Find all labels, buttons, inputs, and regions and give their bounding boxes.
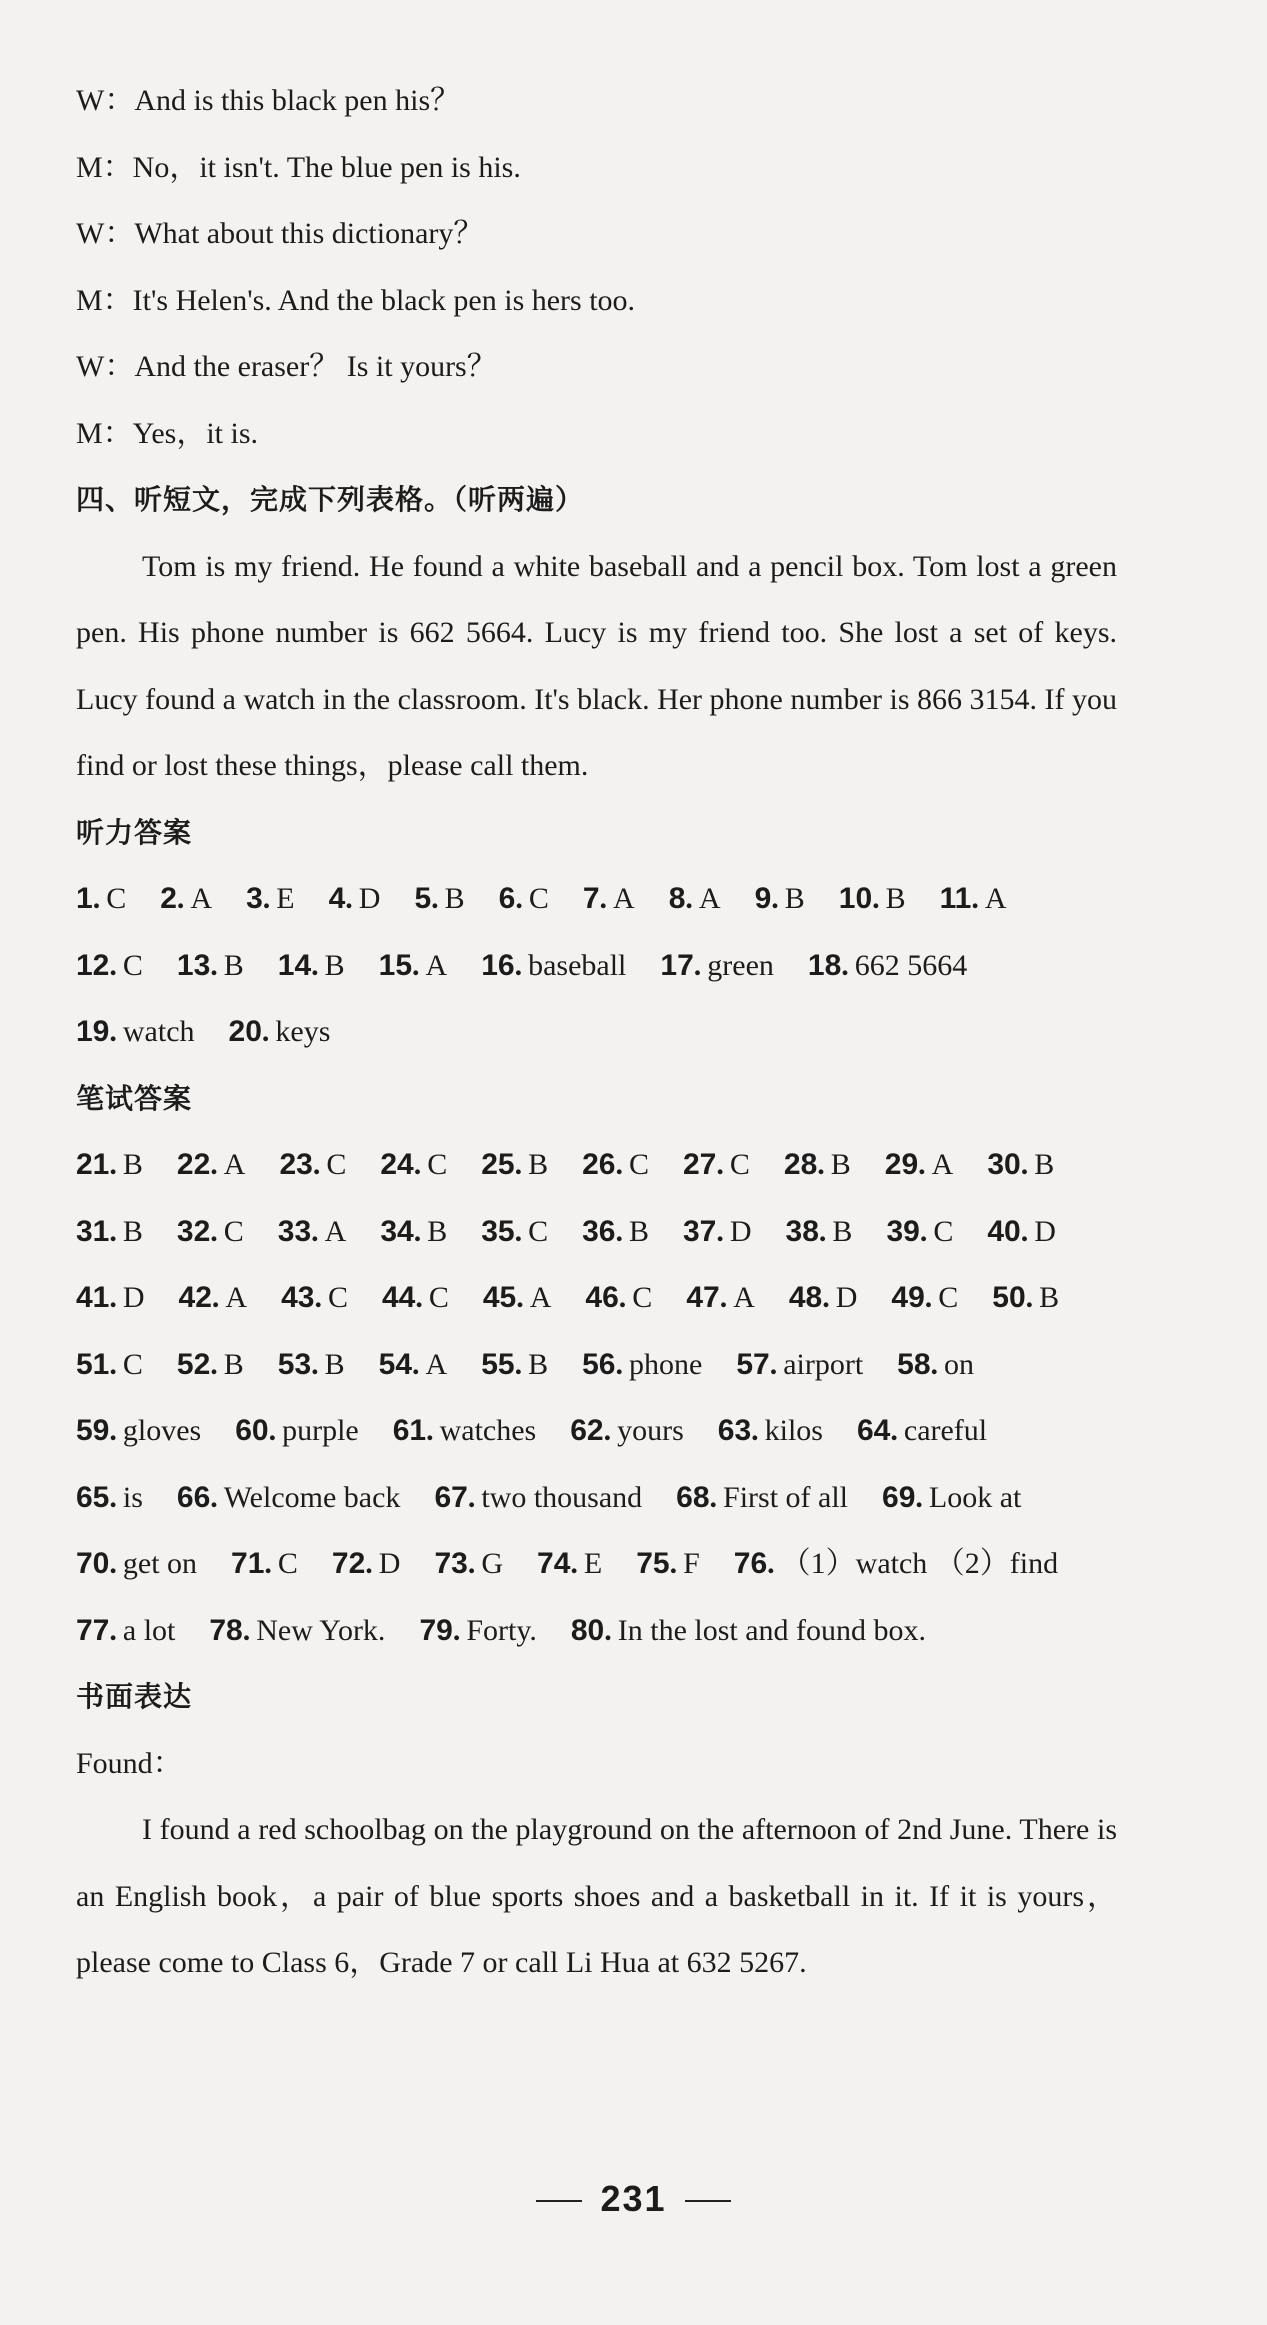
- answer-value: purple: [282, 1414, 359, 1447]
- answer-item: 50. B: [992, 1281, 1060, 1314]
- answer-number: 6: [498, 882, 516, 915]
- answer-number: 57: [736, 1347, 770, 1381]
- answer-number: 68: [676, 1480, 710, 1514]
- answer-value: C: [122, 948, 143, 982]
- answer-value: A: [733, 1281, 755, 1314]
- answer-number: 43: [281, 1281, 315, 1314]
- answer-item: 56. phone: [582, 1347, 703, 1381]
- answer-number: 48: [788, 1281, 823, 1314]
- answer-item: 60. purple: [235, 1414, 359, 1447]
- answer-value: 662 5664: [854, 948, 968, 982]
- answer-item: 38. B: [785, 1214, 853, 1248]
- answer-value: on: [944, 1347, 975, 1381]
- answer-item: 47. A: [686, 1281, 755, 1314]
- answer-value: B: [324, 1347, 345, 1381]
- answer-item: 39. C: [886, 1214, 954, 1248]
- answer-number: 78: [209, 1613, 243, 1647]
- answer-value: C: [428, 1281, 449, 1314]
- answer-item: 52. B: [176, 1347, 244, 1381]
- answer-item: 78. New York.: [209, 1613, 386, 1647]
- answer-number: 44: [381, 1281, 416, 1314]
- answer-number: 73: [434, 1547, 468, 1580]
- answer-number: 47: [686, 1281, 720, 1314]
- written-answers-title: 笔试答案: [76, 1081, 193, 1115]
- answer-item: 51. C: [76, 1347, 143, 1381]
- answer-number: 14: [277, 948, 312, 982]
- answer-item: 41. D: [76, 1281, 145, 1314]
- answer-number: 37: [683, 1214, 717, 1248]
- answer-item: 30. B: [987, 1148, 1055, 1181]
- answer-number: 36: [582, 1214, 616, 1248]
- answer-value: C: [528, 882, 549, 915]
- answer-number: 46: [585, 1281, 619, 1314]
- answer-value: kilos: [764, 1414, 823, 1447]
- answer-number: 1: [76, 882, 93, 915]
- answer-value: B: [122, 1214, 143, 1248]
- answer-item: 7. A: [582, 882, 635, 915]
- answer-number: 33: [277, 1214, 312, 1248]
- answer-number: 35: [481, 1214, 515, 1248]
- page-number-value: 231: [600, 2178, 667, 2219]
- answer-value: C: [223, 1214, 244, 1248]
- answer-number: 4: [328, 882, 346, 915]
- answer-number: 34: [380, 1214, 414, 1248]
- answer-number: 32: [176, 1214, 211, 1248]
- answer-number: 13: [176, 948, 211, 982]
- answer-item: 16. baseball: [481, 948, 627, 982]
- answer-number: 52: [176, 1347, 211, 1381]
- answer-number: 16: [481, 948, 515, 982]
- answer-number: 63: [717, 1414, 752, 1447]
- answer-item: 70. get on: [76, 1547, 198, 1580]
- answer-item: 5. B: [414, 882, 465, 915]
- answer-item: 45. A: [482, 1281, 552, 1314]
- answer-item: 65. is: [76, 1480, 143, 1514]
- answer-number: 38: [785, 1214, 819, 1248]
- answer-value: C: [277, 1547, 298, 1580]
- answer-number: 49: [891, 1281, 925, 1314]
- answer-number: 79: [419, 1613, 453, 1647]
- answer-value: B: [830, 1148, 851, 1181]
- answer-item: 75. F: [636, 1547, 700, 1580]
- answer-value: E: [276, 882, 295, 915]
- answer-item: 28. B: [783, 1148, 851, 1181]
- answer-item: 74. E: [537, 1547, 603, 1580]
- answer-item: 8. A: [668, 882, 721, 915]
- answer-item: 57. airport: [736, 1347, 864, 1381]
- answer-value: Welcome back: [223, 1480, 401, 1514]
- answer-value: C: [632, 1281, 653, 1314]
- answer-item: 34. B: [380, 1214, 448, 1248]
- answer-number: 7: [582, 882, 600, 915]
- answer-value: C: [628, 1148, 649, 1181]
- answer-value: A: [613, 882, 635, 915]
- answer-item: 40. D: [987, 1214, 1056, 1248]
- answer-item: 22. A: [176, 1148, 246, 1181]
- answer-number: 70: [76, 1547, 110, 1580]
- answer-item: 49. C: [891, 1281, 959, 1314]
- answer-value: watch: [122, 1015, 195, 1048]
- answer-item: 27. C: [683, 1148, 750, 1181]
- writing-label: Found：: [76, 1746, 183, 1780]
- answer-item: 4. D: [328, 882, 381, 915]
- answer-item: 62. yours: [570, 1414, 684, 1447]
- answer-number: 71: [231, 1547, 265, 1580]
- answer-value: gloves: [122, 1414, 202, 1447]
- answer-number: 5: [414, 882, 432, 915]
- answer-value: B: [324, 948, 345, 982]
- answer-item: 10. B: [838, 882, 906, 915]
- answer-item: 31. B: [76, 1214, 143, 1248]
- answer-value: B: [784, 882, 805, 915]
- answer-value: B: [1039, 1281, 1060, 1314]
- answer-value: green: [707, 948, 774, 982]
- answer-number: 45: [482, 1281, 517, 1314]
- answer-number: 27: [683, 1148, 717, 1181]
- answer-item: 59. gloves: [76, 1414, 202, 1447]
- answer-value: yours: [617, 1414, 684, 1447]
- answer-value: A: [931, 1148, 954, 1181]
- listening-answers-title: 听力答案: [76, 815, 193, 849]
- answer-number: 21: [76, 1148, 110, 1181]
- answer-value: C: [327, 1281, 348, 1314]
- answer-number: 56: [582, 1347, 616, 1381]
- answer-item: 42. A: [178, 1281, 248, 1314]
- answer-value: A: [324, 1214, 347, 1248]
- writing-title: 书面表达: [76, 1680, 193, 1713]
- answer-number: 62: [570, 1414, 604, 1447]
- answer-number: 8: [668, 882, 686, 915]
- answer-value: careful: [903, 1414, 988, 1447]
- answer-value: airport: [783, 1347, 864, 1381]
- answer-item: 67. two thousand: [434, 1480, 643, 1514]
- dialogue-line: M：No，it isn't. The blue pen is his.: [76, 150, 521, 184]
- answer-value: is: [122, 1480, 143, 1514]
- answer-item: 55. B: [481, 1347, 549, 1381]
- answer-item: 32. C: [176, 1214, 244, 1248]
- answer-number: 54: [378, 1347, 413, 1381]
- answer-value: B: [223, 1347, 244, 1381]
- dialogue-line: M：It's Helen's. And the black pen is hers too.: [76, 283, 636, 317]
- answer-value: B: [885, 882, 906, 915]
- answer-number: 26: [582, 1148, 616, 1181]
- answer-item: 73. G: [434, 1547, 504, 1580]
- listening-answers: [76, 866, 1117, 1066]
- answer-number: 22: [176, 1148, 211, 1181]
- answer-number: 58: [897, 1347, 931, 1381]
- answer-value: C: [938, 1281, 959, 1314]
- answer-item: 33. A: [277, 1214, 347, 1248]
- answer-number: 42: [178, 1281, 212, 1314]
- answer-number: 50: [992, 1281, 1026, 1314]
- answer-item: 2. A: [160, 882, 213, 915]
- answer-item: 15. A: [378, 948, 448, 982]
- answer-number: 19: [76, 1015, 110, 1048]
- answer-value: First of all: [723, 1480, 849, 1514]
- dialogue: [76, 68, 1117, 467]
- answer-value: A: [529, 1281, 552, 1314]
- answer-number: 17: [660, 948, 694, 982]
- answer-number: 11: [939, 882, 972, 915]
- answer-value: A: [223, 1148, 246, 1181]
- answer-value: get on: [122, 1547, 198, 1580]
- answer-value: two thousand: [481, 1480, 643, 1514]
- answer-item: 63. kilos: [717, 1414, 823, 1447]
- answer-value: B: [223, 948, 244, 982]
- answer-value: （1）watch （2）find: [780, 1547, 1059, 1580]
- answer-value: C: [528, 1214, 549, 1248]
- answer-item: 14. B: [277, 948, 345, 982]
- answer-number: 55: [481, 1347, 515, 1381]
- answer-value: D: [729, 1214, 752, 1248]
- answer-value: D: [358, 882, 381, 915]
- answer-item: 21. B: [76, 1148, 143, 1181]
- answer-item: 68. First of all: [676, 1480, 849, 1514]
- answer-item: 3. E: [246, 882, 295, 915]
- answer-number: 67: [434, 1480, 468, 1514]
- answer-value: A: [698, 882, 721, 915]
- answer-value: C: [933, 1214, 954, 1248]
- answer-item: 23. C: [279, 1148, 347, 1181]
- answer-number: 75: [636, 1547, 670, 1580]
- answer-value: B: [628, 1214, 649, 1248]
- answer-item: 11. A: [939, 882, 1007, 915]
- answer-item: 53. B: [277, 1347, 345, 1381]
- answer-number: 12: [76, 948, 110, 982]
- answer-value: D: [378, 1547, 401, 1580]
- answer-number: 31: [76, 1214, 110, 1248]
- answer-value: In the lost and found box.: [617, 1613, 927, 1647]
- answer-number: 15: [378, 948, 413, 982]
- dialogue-line: W：And the eraser？ Is it yours？: [76, 350, 497, 383]
- answer-number: 53: [277, 1347, 312, 1381]
- answer-value: B: [832, 1214, 853, 1248]
- written-answers: [76, 1132, 1117, 1664]
- answer-number: 72: [331, 1547, 366, 1580]
- answer-number: 18: [807, 948, 842, 982]
- answer-value: A: [984, 882, 1007, 915]
- answer-value: C: [326, 1148, 347, 1181]
- answer-number: 66: [176, 1480, 211, 1514]
- answer-number: 41: [76, 1281, 110, 1314]
- answer-value: D: [835, 1281, 858, 1314]
- answer-value: A: [190, 882, 213, 915]
- answer-item: 58. on: [897, 1347, 975, 1381]
- answer-number: 61: [392, 1414, 427, 1447]
- answer-item: 26. C: [582, 1148, 649, 1181]
- answer-value: D: [1034, 1214, 1056, 1248]
- answer-number: 24: [380, 1148, 414, 1181]
- answer-item: 61. watches: [392, 1414, 537, 1447]
- answer-number: 76: [733, 1547, 768, 1580]
- answer-item: 80. In the lost and found box.: [570, 1613, 927, 1647]
- answer-item: 19. watch: [76, 1015, 195, 1048]
- answer-item: 18. 662 5664: [807, 948, 968, 982]
- answer-value: C: [122, 1347, 143, 1381]
- answer-value: Look at: [928, 1480, 1022, 1514]
- answer-item: 12. C: [76, 948, 143, 982]
- answer-value: A: [425, 948, 448, 982]
- page-number-dash: [685, 2200, 731, 2202]
- answer-number: 20: [228, 1015, 262, 1048]
- answer-value: B: [528, 1148, 549, 1181]
- answer-item: 46. C: [585, 1281, 653, 1314]
- answer-number: 10: [838, 882, 873, 915]
- answer-value: B: [427, 1214, 448, 1248]
- answer-item: 25. B: [481, 1148, 549, 1181]
- answer-number: 9: [754, 882, 772, 915]
- answer-item: 64. careful: [857, 1414, 988, 1447]
- answer-value: watches: [439, 1414, 537, 1447]
- answer-item: 9. B: [754, 882, 805, 915]
- answer-item: 36. B: [582, 1214, 649, 1248]
- answer-value: B: [528, 1347, 549, 1381]
- answer-value: F: [683, 1547, 700, 1580]
- answer-number: 69: [882, 1480, 916, 1514]
- answer-value: baseball: [528, 948, 627, 982]
- answer-item: 69. Look at: [882, 1480, 1022, 1514]
- answer-item: 17. green: [660, 948, 774, 982]
- answer-item: 43. C: [281, 1281, 348, 1314]
- answer-value: C: [106, 882, 127, 915]
- answer-number: 29: [884, 1148, 919, 1181]
- answer-number: 77: [76, 1613, 110, 1647]
- answer-value: C: [427, 1148, 448, 1181]
- answer-item: 37. D: [683, 1214, 752, 1248]
- answer-item: 29. A: [884, 1148, 954, 1181]
- answer-item: 6. C: [498, 882, 549, 915]
- answer-value: E: [583, 1547, 603, 1580]
- answer-number: 40: [987, 1214, 1021, 1248]
- dialogue-line: M：Yes，it is.: [76, 416, 259, 450]
- answer-number: 59: [76, 1414, 110, 1447]
- answer-item: 76. （1）watch （2）find: [733, 1547, 1059, 1580]
- answer-value: B: [122, 1148, 143, 1181]
- answer-value: a lot: [122, 1613, 176, 1647]
- answer-item: 79. Forty.: [419, 1613, 537, 1647]
- section4-title: 四、听短文，完成下列表格。（听两遍）: [76, 483, 585, 516]
- answer-number: 64: [857, 1414, 891, 1447]
- answer-number: 39: [886, 1214, 920, 1248]
- answer-number: 28: [783, 1148, 818, 1181]
- answer-item: 66. Welcome back: [176, 1480, 401, 1514]
- answer-value: keys: [275, 1015, 331, 1048]
- answer-item: 44. C: [381, 1281, 449, 1314]
- answer-number: 25: [481, 1148, 515, 1181]
- answer-item: 72. D: [331, 1547, 401, 1580]
- answer-value: G: [481, 1547, 504, 1580]
- answer-number: 60: [235, 1414, 269, 1447]
- answer-item: 71. C: [231, 1547, 298, 1580]
- answer-number: 23: [279, 1148, 313, 1181]
- writing-text: I found a red schoolbag on the playground on the afternoon of 2nd June. There is an English book，a pair of blue sports shoes and a basketball in it. If it is yours，please come to Class 6，Grade 7 or call Li Hua at 632 5267.: [76, 1813, 1117, 1979]
- answer-value: D: [122, 1281, 145, 1314]
- answer-item: 24. C: [380, 1148, 448, 1181]
- page-number-dash: [536, 2200, 582, 2202]
- answer-value: B: [444, 882, 465, 915]
- answer-value: A: [425, 1347, 448, 1381]
- answer-number: 2: [160, 882, 177, 915]
- answer-item: 20. keys: [228, 1015, 331, 1048]
- answer-number: 51: [76, 1347, 110, 1381]
- dialogue-line: W：What about this dictionary？: [76, 217, 484, 250]
- answer-value: B: [1034, 1148, 1055, 1181]
- answer-number: 80: [570, 1613, 605, 1647]
- answer-value: C: [729, 1148, 750, 1181]
- answer-item: 1. C: [76, 882, 127, 915]
- section4-passage: Tom is my friend. He found a white baseball and a pencil box. Tom lost a green pen. His phone number is 662 5664. Lucy is my friend too. She lost a set of keys. Lucy found a watch in the classroom. It's black. Her phone number is 866 3154. If you find or lost these things，please call them.: [76, 549, 1117, 782]
- page-number: [0, 2178, 1267, 2220]
- answer-number: 74: [537, 1547, 571, 1580]
- answer-number: 30: [987, 1148, 1021, 1181]
- answer-number: 65: [76, 1480, 110, 1514]
- answer-value: New York.: [256, 1613, 386, 1647]
- answer-item: 13. B: [176, 948, 244, 982]
- answer-number: 3: [246, 882, 263, 915]
- answer-value: Forty.: [466, 1613, 537, 1647]
- answer-item: 54. A: [378, 1347, 448, 1381]
- dialogue-line: W：And is this black pen his？: [76, 84, 461, 117]
- answer-item: 48. D: [788, 1281, 858, 1314]
- answer-item: 35. C: [481, 1214, 549, 1248]
- answer-item: 77. a lot: [76, 1613, 176, 1647]
- answer-value: A: [225, 1281, 248, 1314]
- answer-value: phone: [628, 1347, 703, 1381]
